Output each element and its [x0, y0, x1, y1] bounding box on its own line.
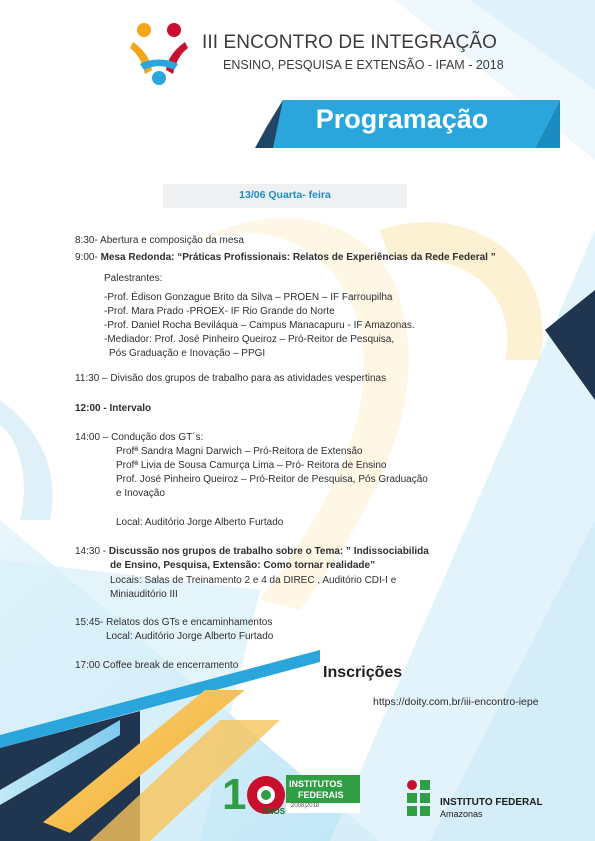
program-line: 17:00 Coffee break de encerramento — [75, 660, 239, 671]
ifam-name: INSTITUTO FEDERAL — [440, 797, 543, 808]
svg-text:1: 1 — [222, 770, 247, 819]
if10-line2: FEDERAIS — [298, 790, 344, 800]
banner-title: Programação — [315, 104, 489, 134]
program-line: Profª Livia de Sousa Camurça Lima – Pró- Reitora de Ensino — [116, 460, 387, 471]
program-line: 8:30- Abertura e composição da mesa — [75, 235, 244, 246]
program-line: Local: Auditório Jorge Alberto Furtado — [106, 631, 274, 642]
event-title: III ENCONTRO DE INTEGRAÇÃO — [202, 32, 498, 53]
program-line: de Ensino, Pesquisa, Extensão: Como tornar realidade” — [110, 560, 376, 571]
ifam-campus: Amazonas — [440, 809, 483, 819]
program-line: 12:00 - Intervalo — [75, 403, 152, 414]
registration-link[interactable]: https://doity.com.br/iii-encontro-iepe — [373, 696, 539, 708]
program-line: Local: Auditório Jorge Alberto Furtado — [116, 517, 284, 528]
program-line: -Prof. Mara Prado -PROEX- IF Rio Grande do Norte — [104, 306, 335, 317]
program-line: 11:30 – Divisão dos grupos de trabalho para as atividades vespertinas — [75, 373, 387, 384]
program-line: -Prof. Édison Gonzague Brito da Silva – PROEN – IF Farroupilha — [104, 292, 393, 303]
program-line: -Prof. Daniel Rocha Beviláqua – Campus Manacapuru - IF Amazonas. — [104, 320, 415, 331]
program-line: 15:45- Relatos dos GTs e encaminhamentos — [75, 617, 273, 628]
program-line: 14:00 – Condução dos GT´s: — [75, 432, 204, 443]
program-line: 14:30 - Discussão nos grupos de trabalho sobre o Tema: ” Indissociabilida — [75, 546, 429, 557]
program-line: Pós Graduação e Inovação – PPGI — [109, 348, 266, 359]
program-line: Locais: Salas de Treinamento 2 e 4 da DIREC , Auditório CDI-I e — [110, 575, 397, 586]
if10-anos: ANOS — [262, 807, 286, 816]
program-line: Profª Sandra Magni Darwich – Pró-Reitora de Extensão — [116, 446, 363, 457]
program-line: e Inovação — [116, 488, 165, 499]
if10-years: 2008|2018 — [291, 803, 320, 809]
program-line: Palestrantes: — [104, 273, 163, 284]
if10-line1: INSTITUTOS — [289, 779, 343, 789]
program-line: Prof. José Pinheiro Queiroz – Pró-Reitor de Pesquisa, Pós Graduação — [116, 474, 428, 485]
program-date: 13/06 Quarta- feira — [239, 189, 331, 201]
program-line: Miniauditório III — [110, 589, 178, 600]
program-line: -Mediador: Prof. José Pinheiro Queiroz – Pró-Reitor de Pesquisa, — [104, 334, 395, 345]
registration-title: Inscrições — [323, 664, 403, 681]
event-logo-icon — [130, 20, 188, 86]
event-subtitle: ENSINO, PESQUISA E EXTENSÃO - IFAM - 2018 — [223, 58, 504, 72]
program-line: 9:00- Mesa Redonda: “Práticas Profissionais: Relatos de Experiências da Rede Federal ” — [75, 252, 496, 263]
